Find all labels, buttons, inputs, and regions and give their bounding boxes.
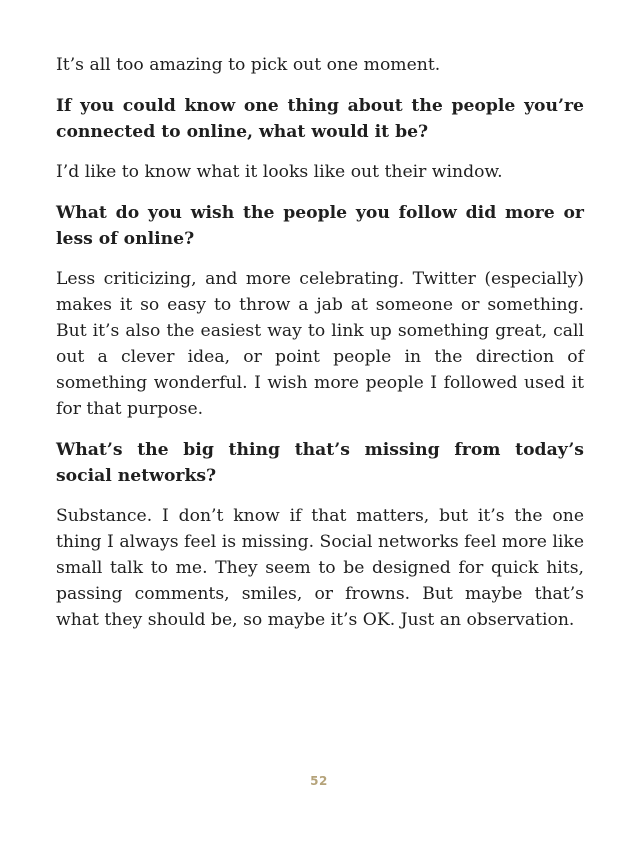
question-heading: If you could know one thing about the people you’re connected to online, what would it be? (56, 96, 584, 142)
page-body (56, 52, 584, 633)
answer-paragraph: Less criticizing, and more celebrating. Twitter (especially) makes it so easy to throw a jab at someone or something. But it’s also the easiest way to link up something great, call out a clever idea, or point people in the direction of something wonderful. I wish more people I followed used it for that purpose. (56, 269, 584, 419)
answer-paragraph: I’d like to know what it looks like out their window. (56, 162, 503, 182)
page-number: 52 (310, 774, 328, 788)
answer-paragraph: It’s all too amazing to pick out one moment. (56, 55, 441, 75)
question-heading: What do you wish the people you follow did more or less of online? (56, 203, 584, 249)
question-heading: What’s the big thing that’s missing from today’s social networks? (56, 440, 584, 486)
answer-paragraph: Substance. I don’t know if that matters, but it’s the one thing I always feel is missing. Social networks feel more like small talk to me. They seem to be designed for quick hits, passing comments, smiles, or frowns. But maybe that’s what they should be, so maybe it’s OK. Just an observation. (56, 506, 584, 630)
